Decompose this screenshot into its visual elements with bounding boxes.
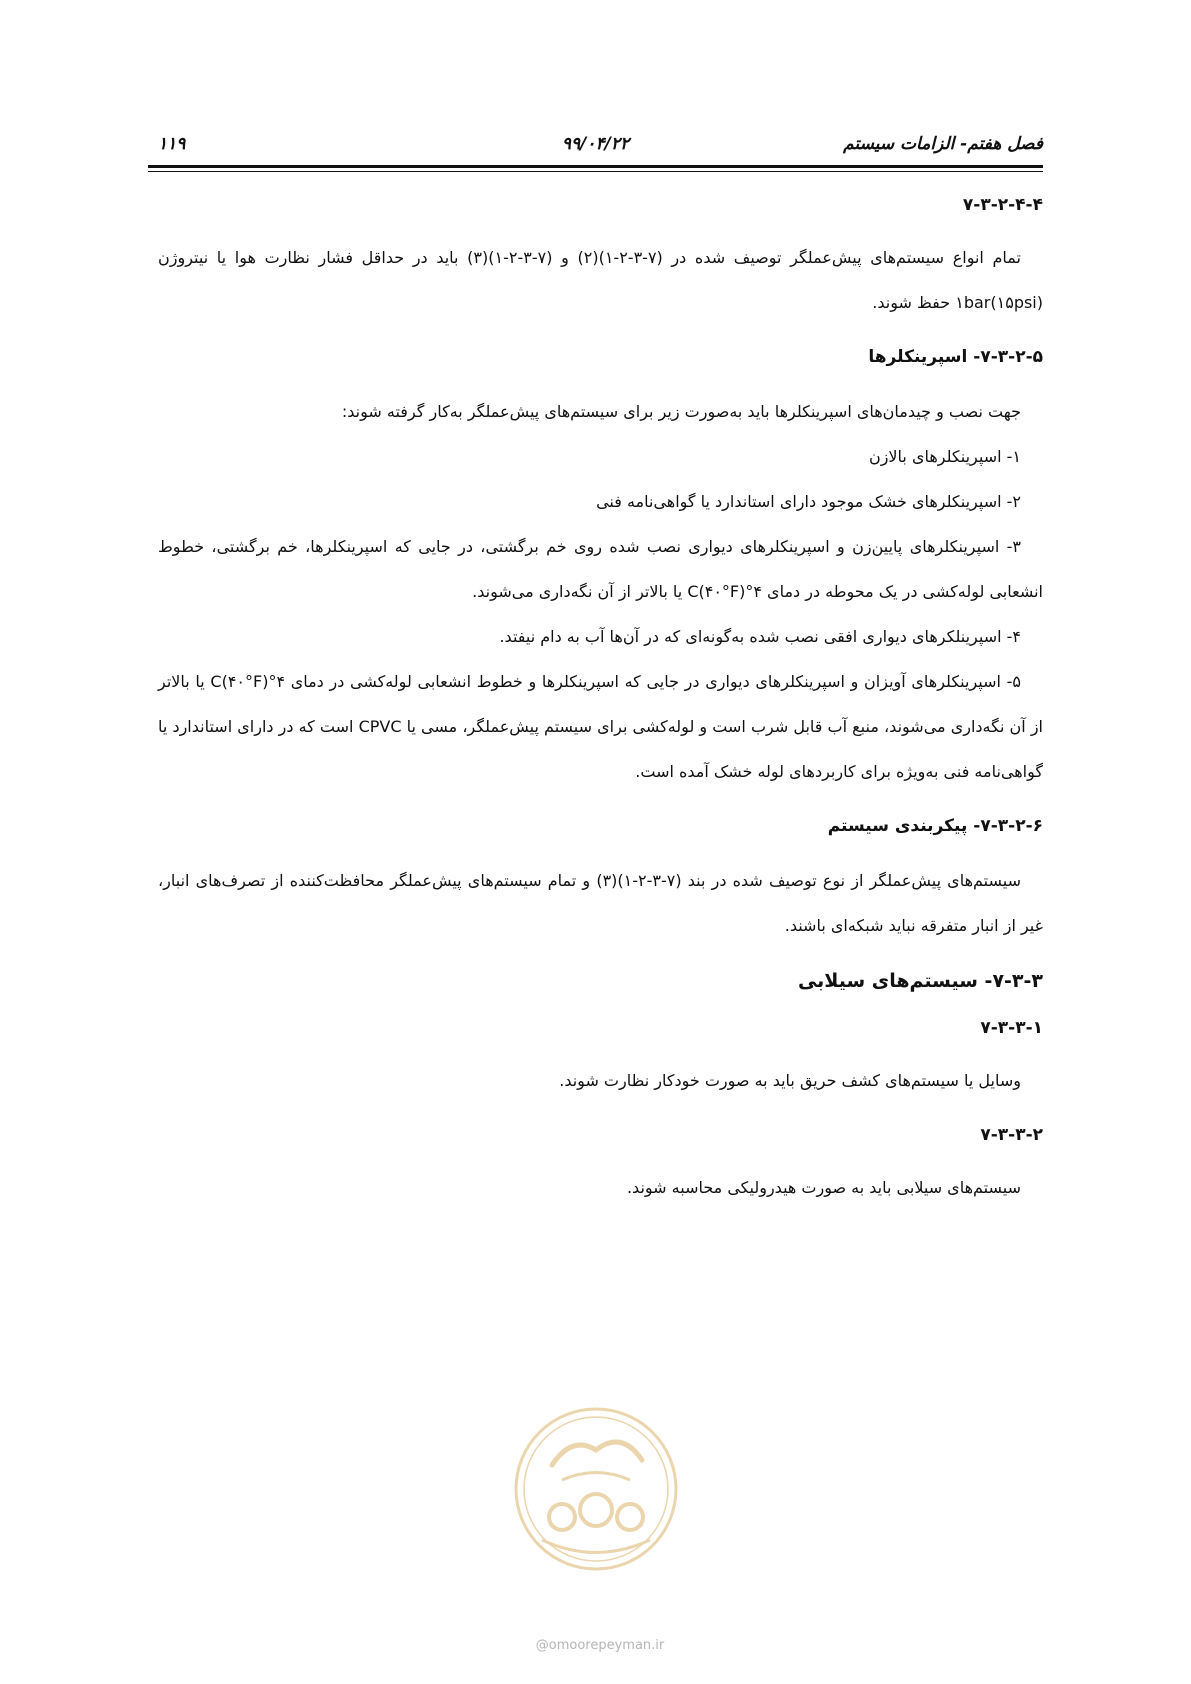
list-item: ۱- اسپرینکلرهای بالازن bbox=[868, 447, 1021, 466]
section-number: ۷-۳-۳-۲ bbox=[980, 1125, 1043, 1145]
header-rule-thick bbox=[148, 165, 1043, 168]
list-item: ۲- اسپرینکلرهای خشک موجود دارای استاندارد یا گواهی‌نامه فنی bbox=[596, 492, 1021, 511]
chapter-title: فصل هفتم- الزامات سیستم bbox=[843, 134, 1043, 154]
section-number: ۷-۳-۳-۱ bbox=[980, 1018, 1043, 1038]
section-heading: ۷-۳-۳- سیستم‌های سیلابی bbox=[797, 970, 1043, 992]
list-item: ۴- اسپرینلکرهای دیواری افقی نصب شده به‌گونه‌ای که در آن‌ها آب به دام نیفتد. bbox=[499, 627, 1021, 646]
paragraph: سیستم‌های پیش‌عملگر از نوع توصیف شده در بند (۷-۳-۲-۱)(۳) و تمام سیستم‌های پیش‌عملگر محافظت‌کننده از تصرف‌های انبار، غیر از انبار متفرقه نباید شبکه‌ای باشند. bbox=[158, 871, 1043, 935]
section-number: ۷-۳-۲-۴-۴ bbox=[962, 195, 1043, 215]
watermark-url: @omoorepeyman.ir bbox=[535, 1638, 665, 1653]
list-item: ۵- اسپرینکلرهای آویزان و اسپرینکلرهای دیواری در جایی که اسپرینکلرها و خطوط انشعابی لوله‌کشی در دمای ۴°C(۴۰°F) یا بالاتر از آن نگه‌داری می‌شوند، منبع آب قابل شرب است و لوله‌کشی برای سیستم پیش‌عملگر، مسی یا CPVC است که در دارای استاندارد یا گواهی‌نامه فنی به‌ویژه برای کاربردهای لوله خشک آمده است. bbox=[158, 672, 1043, 781]
paragraph: وسایل یا سیستم‌های کشف حریق باید به صورت خودکار نظارت شوند. bbox=[559, 1071, 1021, 1090]
paragraph: جهت نصب و چیدمان‌های اسپرینکلرها باید به‌صورت زیر برای سیستم‌های پیش‌عملگر به‌کار گرفته شوند: bbox=[341, 402, 1021, 421]
page-header bbox=[148, 134, 1043, 158]
paragraph: سیستم‌های سیلابی باید به صورت هیدرولیکی محاسبه شوند. bbox=[626, 1178, 1021, 1197]
paragraph: تمام انواع سیستم‌های پیش‌عملگر توصیف شده در (۷-۳-۲-۱)(۲) و (۷-۳-۲-۱)(۳) باید در حداقل فشار نظارت هوا یا نیتروژن ۱bar(۱۵psi) حفظ شوند. bbox=[158, 248, 1043, 312]
page-number: ۱۱۹ bbox=[158, 134, 186, 154]
section-heading: ۷-۳-۲-۶- پیکربندی سیستم bbox=[827, 816, 1043, 836]
header-date: ۹۹/۰۴/۲۲ bbox=[561, 134, 630, 154]
page-body bbox=[158, 195, 1043, 1210]
watermark-logo bbox=[512, 1405, 680, 1573]
list-item: ۳- اسپرینکلرهای پایین‌زن و اسپرینکلرهای دیواری نصب شده روی خم برگشتی، در جایی که اسپرینکلرها، خم برگشتی، خطوط انشعابی لوله‌کشی در یک محوطه در دمای ۴°C(۴۰°F) یا بالاتر از آن نگه‌داری می‌شوند. bbox=[158, 537, 1043, 601]
section-heading: ۷-۳-۲-۵- اسپرینکلرها bbox=[868, 347, 1043, 367]
header-rule-thin bbox=[148, 171, 1043, 172]
